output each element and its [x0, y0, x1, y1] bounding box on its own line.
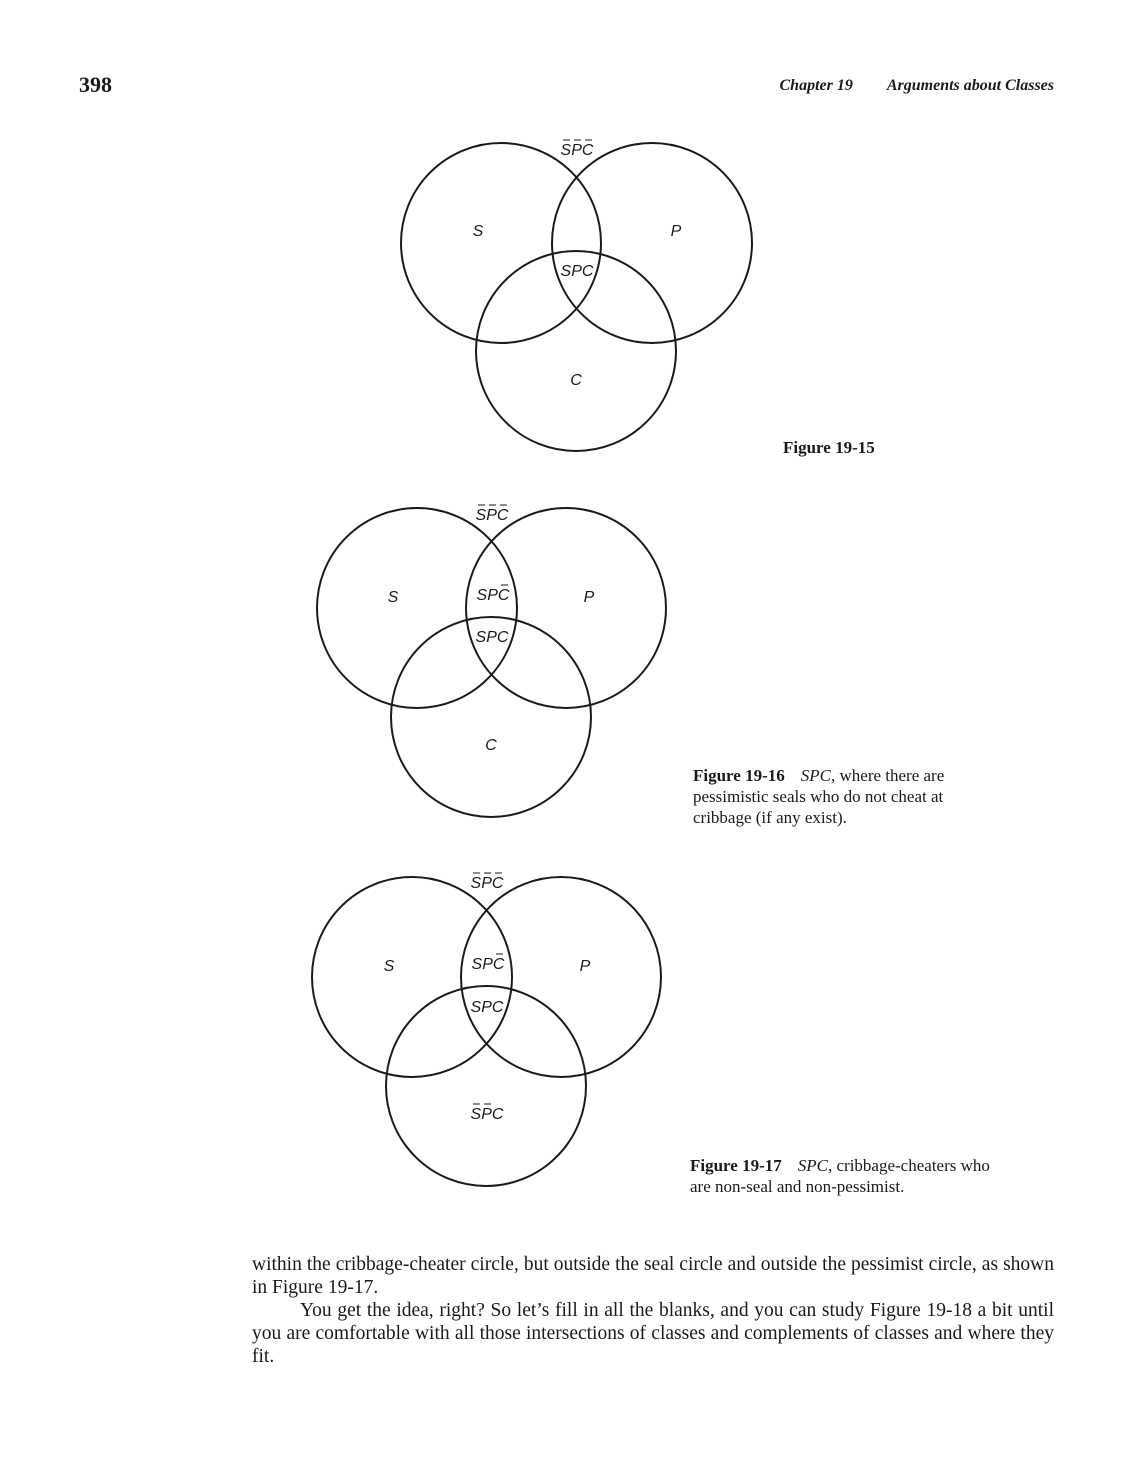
region-label-none [471, 873, 504, 892]
paragraph: You get the idea, right? So let’s fill in all the blanks, and you can study Figure 19-18 a bit until you are comfortable with all those intersections of classes and complements of classes and where they fit. [252, 1300, 1054, 1367]
region-label-spc: SPC [560, 263, 594, 280]
region-label-s: S [387, 589, 399, 606]
venn-diagram-19-15 [380, 130, 780, 460]
svg-text:SPC: SPC [476, 587, 510, 604]
svg-text:SPC: SPC [470, 1106, 504, 1123]
figure-label: Figure 19-17 [690, 1156, 782, 1175]
circle-c [476, 251, 676, 451]
figure-caption-19-15 [783, 437, 875, 458]
running-head [780, 77, 1055, 95]
region-label-sp-not-c [477, 585, 510, 604]
circle-s [317, 508, 517, 708]
circle-c [391, 617, 591, 817]
region-label-sp-not-c [472, 954, 505, 973]
region-label-spc: SPC [470, 999, 504, 1016]
venn-diagram-19-16 [296, 495, 696, 825]
svg-text:SPC: SPC [560, 142, 594, 159]
circle-s [312, 877, 512, 1077]
region-label-s: S [383, 958, 395, 975]
caption-text: where there are pessimistic seals who do not cheat at cribbage (if any exist). [693, 766, 945, 827]
region-label-p: P [579, 958, 591, 975]
svg-text:SPC: SPC [470, 875, 504, 892]
caption-expression: SPC, [797, 1156, 833, 1175]
region-label-p: P [583, 589, 595, 606]
circle-p [552, 143, 752, 343]
region-label-none [476, 505, 509, 524]
svg-text:SPC: SPC [471, 956, 505, 973]
body-text [252, 1253, 1054, 1368]
circle-p [466, 508, 666, 708]
chapter-title: Arguments about Classes [886, 77, 1054, 94]
circle-s [401, 143, 601, 343]
circle-c [386, 986, 586, 1186]
region-label-not-s-not-p-c [471, 1104, 504, 1123]
paragraph: within the cribbage-cheater circle, but outside the seal circle and outside the pessimist circle, as shown in Figure 19-17. [252, 1254, 1054, 1298]
circle-p [461, 877, 661, 1077]
figure-label: Figure 19-15 [783, 438, 875, 457]
page-number: 398 [79, 72, 112, 97]
caption-text: cribbage-cheaters who are non-seal and non-pessimist. [690, 1156, 990, 1196]
venn-diagram-19-17 [291, 864, 691, 1194]
chapter-label: Chapter 19 [779, 77, 853, 94]
figure-label: Figure 19-16 [693, 766, 785, 785]
region-label-c: C [570, 372, 582, 389]
region-label-none [561, 140, 594, 159]
region-label-spc: SPC [475, 629, 509, 646]
figure-caption-19-17 [690, 1155, 1010, 1197]
region-label-c: C [485, 737, 497, 754]
region-label-s: S [472, 223, 484, 240]
region-label-p: P [670, 223, 682, 240]
figure-caption-19-16 [693, 765, 993, 828]
svg-text:SPC: SPC [475, 507, 509, 524]
caption-expression: SPC, [800, 766, 836, 785]
